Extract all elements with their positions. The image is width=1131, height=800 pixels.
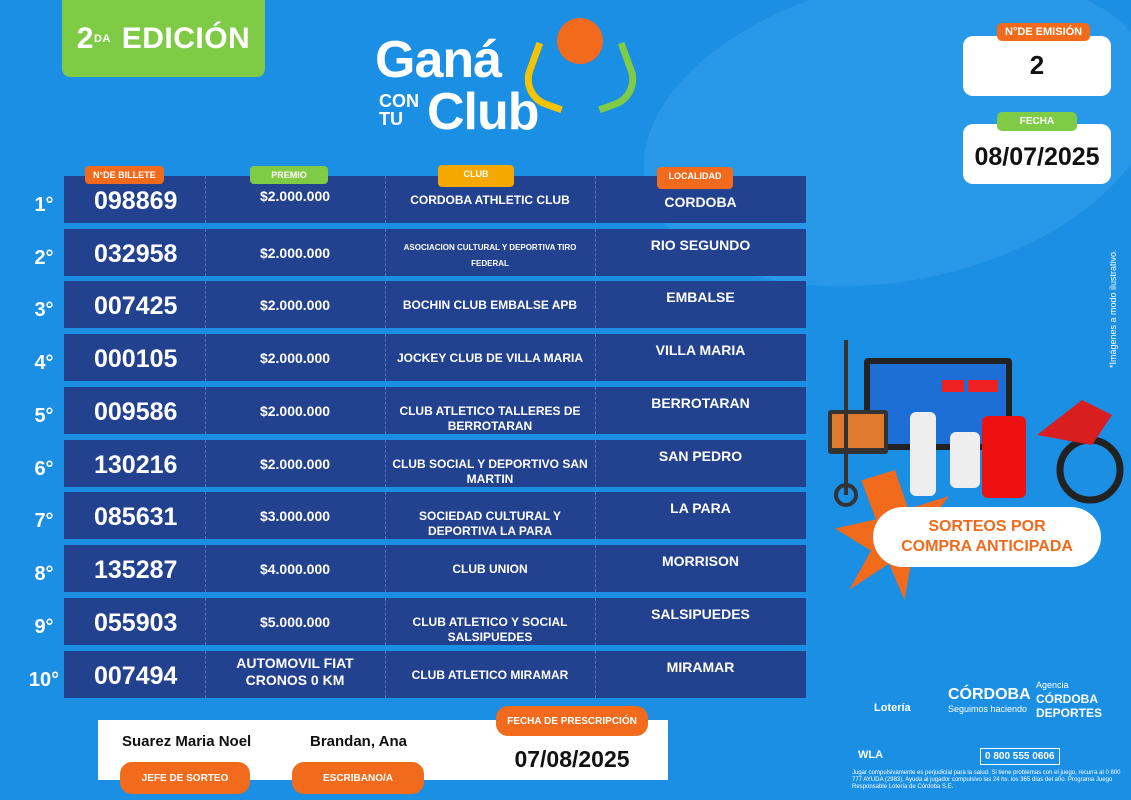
helpline-number: 0 800 555 0606 — [980, 748, 1060, 765]
agencia-name: CÓRDOBA DEPORTES — [1036, 692, 1103, 720]
prize-amount: $2.000.000 — [259, 350, 331, 366]
localidad: BERROTARAN — [651, 395, 750, 411]
club-name: CLUB ATLETICO TALLERES DE BERROTARAN — [399, 404, 581, 433]
fecha-label: FECHA — [997, 112, 1077, 131]
localidad: MORRISON — [662, 553, 739, 569]
ticket-number: 007494 — [94, 662, 178, 690]
localidad: SALSIPUEDES — [651, 606, 750, 622]
prize-amount: $3.000.000 — [259, 508, 331, 524]
ticket-number: 098869 — [94, 187, 178, 215]
logo-word-tu: TU — [379, 109, 403, 129]
localidad: RIO SEGUNDO — [650, 237, 751, 253]
ticket-number: 085631 — [94, 503, 178, 531]
fecha-value: 08/07/2025 — [974, 143, 1100, 171]
footer-disclaimer: Jugar compulsivamente es perjudicial para la salud. Si tiene problemas con el juego, recurra al 0 800 777 AYUDA (2983). Ayuda al jugador compulsivo las 24 hs. los 365 días del año. Programa Juego Responsable Lotería de Córdoba S.E. — [852, 770, 1121, 790]
position-number: 9° — [34, 616, 54, 638]
club-name: CLUB ATLETICO MIRAMAR — [411, 668, 569, 682]
prize-amount: AUTOMOVIL FIAT CRONOS 0 KM — [236, 655, 354, 688]
header-club: CLUB — [438, 165, 514, 187]
header-localidad: LOCALIDAD — [657, 167, 733, 189]
edition-label: EDICIÓN — [121, 21, 251, 55]
position-number: 2° — [34, 247, 54, 269]
club-name: CORDOBA ATHLETIC CLUB — [410, 193, 570, 207]
prize-amount: $2.000.000 — [259, 245, 331, 261]
ticket-number: 130216 — [94, 451, 178, 479]
logo-word-con: CON — [379, 91, 419, 111]
position-number: 10° — [28, 669, 60, 691]
motorcycle-icon — [1060, 440, 1120, 500]
ticket-number: 032958 — [94, 240, 178, 268]
jefe-de-sorteo-name: Suarez Maria Noel — [122, 733, 252, 750]
club-name: CLUB UNION — [452, 562, 528, 576]
gana-con-tu-club-logo — [375, 20, 645, 140]
localidad: CORDOBA — [664, 194, 737, 210]
header-premio: PREMIO — [250, 166, 328, 184]
prize-amount: $4.000.000 — [259, 561, 331, 577]
prize-amount: $5.000.000 — [259, 614, 331, 630]
console-icon — [910, 412, 936, 496]
position-number: 6° — [34, 458, 54, 480]
header-billete: N°DE BILLETE — [85, 166, 164, 184]
wla-logo: WLA — [858, 749, 884, 761]
position-number: 8° — [34, 563, 54, 585]
position-number: 4° — [34, 352, 54, 374]
club-name: BOCHIN CLUB EMBALSE APB — [402, 298, 578, 312]
prize-amount: $2.000.000 — [259, 403, 331, 419]
jefe-de-sorteo-label: JEFE DE SORTEO — [120, 762, 250, 794]
club-name: CLUB SOCIAL Y DEPORTIVO SAN MARTIN — [392, 457, 588, 486]
loteria-logo: Lotería — [874, 702, 911, 714]
escribano-label: ESCRIBANO/A — [292, 762, 424, 794]
logo-word-con-tu — [379, 92, 419, 128]
position-number: 5° — [34, 405, 54, 427]
localidad: MIRAMAR — [666, 659, 735, 675]
position-number: 1° — [34, 194, 54, 216]
promo-line1: SORTEOS POR — [928, 518, 1046, 535]
localidad: SAN PEDRO — [658, 448, 743, 464]
position-number: 3° — [34, 299, 54, 321]
localidad: EMBALSE — [666, 289, 735, 305]
club-name: SOCIEDAD CULTURAL Y DEPORTIVA LA PARA — [418, 509, 561, 538]
ticket-number: 009586 — [94, 398, 178, 426]
localidad: VILLA MARIA — [655, 342, 746, 358]
club-name: ASOCIACION CULTURAL Y DEPORTIVA TIRO FEDERAL — [403, 243, 577, 268]
emision-label: N°DE EMISIÓN — [997, 23, 1090, 41]
ticket-number: 135287 — [94, 556, 178, 584]
position-number: 7° — [34, 510, 54, 532]
logo-word-club: Club — [427, 83, 539, 141]
airfryer-icon — [950, 432, 980, 488]
prize-amount: $2.000.000 — [259, 297, 331, 313]
logo-word-gana: Ganá — [375, 31, 502, 89]
edition-ordinal: 2 — [76, 21, 94, 55]
ticket-number: 007425 — [94, 292, 178, 320]
localidad: LA PARA — [670, 500, 731, 516]
emision-value: 2 — [1029, 50, 1045, 80]
edition-badge — [62, 0, 265, 77]
brand-logos — [870, 680, 1120, 730]
prize-amount: $2.000.000 — [259, 188, 331, 204]
escribano-name: Brandan, Ana — [310, 733, 407, 750]
suitcase-icon — [982, 416, 1026, 498]
ticket-number: 055903 — [94, 609, 178, 637]
prescripcion-value: 07/08/2025 — [514, 746, 630, 772]
club-name: JOCKEY CLUB DE VILLA MARIA — [396, 351, 583, 365]
promo-badge — [873, 507, 1101, 567]
club-name: CLUB ATLETICO Y SOCIAL SALSIPUEDES — [412, 615, 568, 644]
cordoba-logo: CÓRDOBA — [948, 686, 1031, 703]
ticket-number: 000105 — [94, 345, 178, 373]
illustrative-note: *Imágenes a modo ilustrativo. — [1108, 249, 1118, 368]
agencia-label: Agencia — [1036, 680, 1069, 690]
prescripcion-label: FECHA DE PRESCRIPCIÓN — [496, 706, 648, 736]
cordoba-tagline: Seguimos haciendo — [948, 704, 1028, 714]
prize-amount: $2.000.000 — [259, 456, 331, 472]
promo-line2: COMPRA ANTICIPADA — [901, 538, 1073, 555]
edition-sup: DA — [93, 32, 111, 45]
